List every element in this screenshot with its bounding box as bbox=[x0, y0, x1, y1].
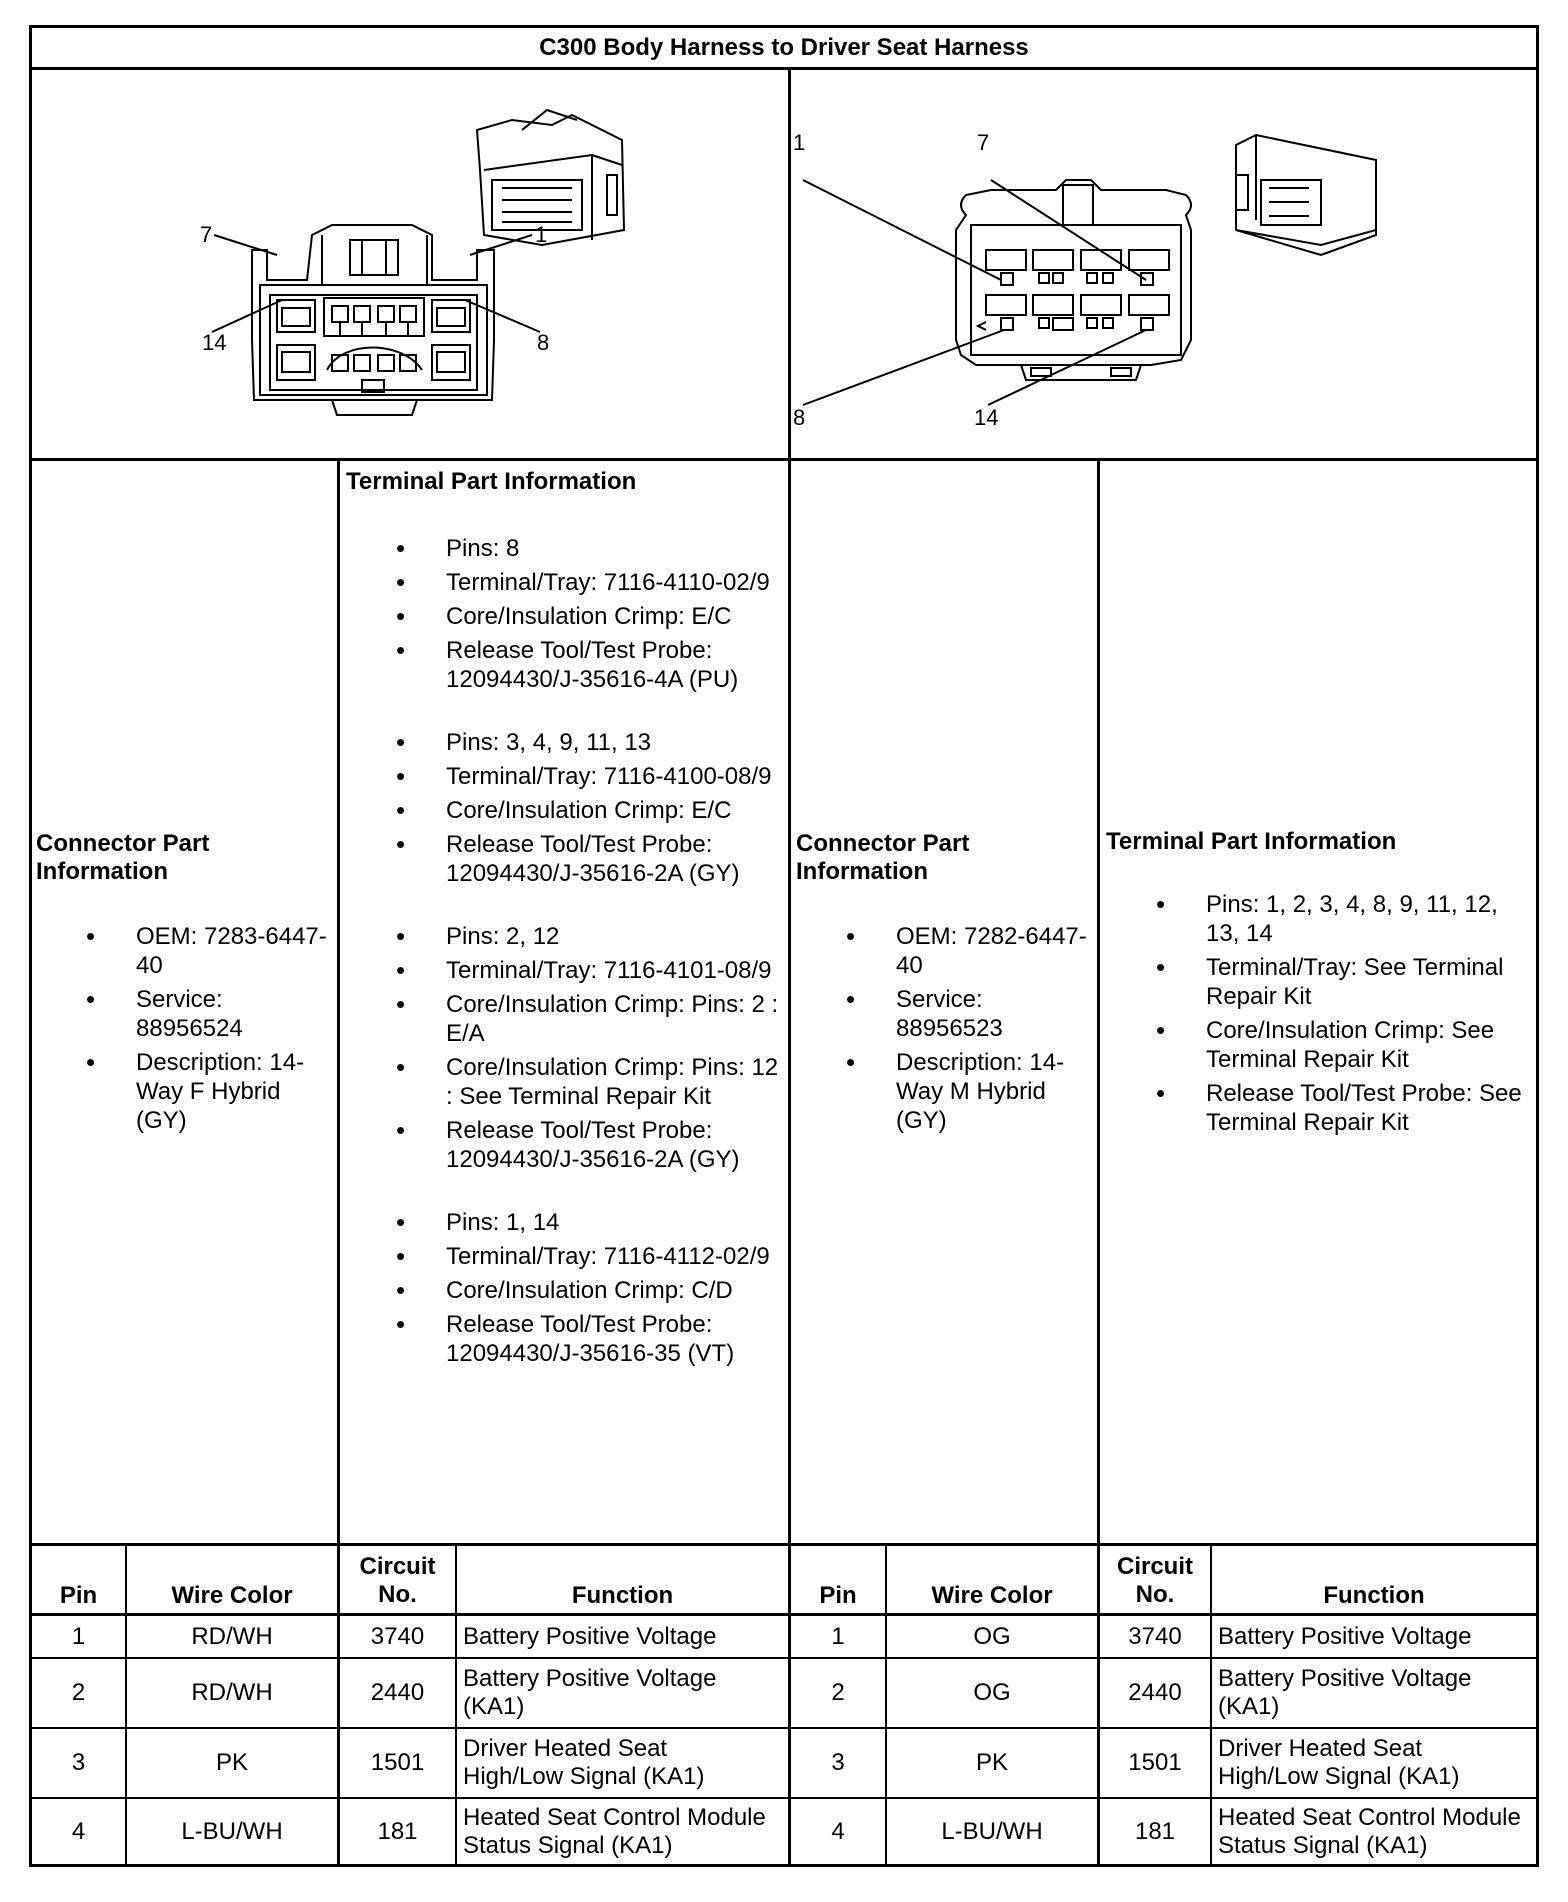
list-item: • Core/Insulation Crimp: E/C bbox=[346, 602, 784, 631]
right-connector-info-list bbox=[796, 922, 1091, 1135]
left-terminal-info-heading: Terminal Part Information bbox=[346, 468, 637, 495]
list-item: • Release Tool/Test Probe: 12094430/J-35616-4A (PU) bbox=[346, 636, 784, 694]
list-item: • Core/Insulation Crimp: C/D bbox=[346, 1276, 784, 1305]
list-item: • Description: 14-Way M Hybrid (GY) bbox=[796, 1048, 1091, 1135]
table-cell-circuit: 181 bbox=[377, 1818, 418, 1845]
list-item: • Core/Insulation Crimp: E/C bbox=[346, 796, 784, 825]
list-item: • OEM: 7282-6447-40 bbox=[796, 922, 1091, 980]
list-item: • Terminal/Tray: See Terminal Repair Kit bbox=[1106, 953, 1534, 1011]
terminal-group bbox=[346, 922, 784, 1174]
table-cell-wire-color: RD/WH bbox=[191, 1622, 273, 1650]
pin-label: 7 bbox=[977, 130, 990, 155]
right-connector-diagram bbox=[791, 70, 1536, 458]
list-item: • Pins: 3, 4, 9, 11, 13 bbox=[346, 728, 784, 757]
pin-label: 1 bbox=[793, 130, 806, 155]
table-cell-circuit: 181 bbox=[1134, 1818, 1176, 1845]
list-item: • Pins: 1, 2, 3, 4, 8, 9, 11, 12, 13, 14 bbox=[1106, 890, 1534, 948]
list-item: • Release Tool/Test Probe: See Terminal Repair Kit bbox=[1106, 1079, 1534, 1137]
left-connector-diagram bbox=[32, 70, 788, 458]
list-item: • Terminal/Tray: 7116-4101-08/9 bbox=[346, 956, 784, 985]
left-connector-info-heading: Connector Part Information bbox=[36, 830, 210, 885]
table-cell-wire-color: PK bbox=[975, 1749, 1008, 1776]
right-connector-info-heading: Connector Part Information bbox=[796, 830, 970, 885]
table-header-function: Function bbox=[571, 1582, 674, 1609]
terminal-group bbox=[346, 728, 784, 888]
table-header-wire-color: Wire Color bbox=[171, 1582, 293, 1609]
page-title: C300 Body Harness to Driver Seat Harness bbox=[539, 34, 1029, 61]
table-cell-pin: 2 bbox=[831, 1679, 845, 1706]
list-item: • Description: 14-Way F Hybrid (GY) bbox=[36, 1048, 331, 1135]
table-cell-pin: 4 bbox=[71, 1818, 86, 1845]
right-connector-info bbox=[796, 830, 1091, 1140]
list-item: • OEM: 7283-6447-40 bbox=[36, 922, 331, 980]
list-item: • Core/Insulation Crimp: Pins: 2 : E/A bbox=[346, 990, 784, 1048]
table-header-pin: Pin bbox=[819, 1582, 857, 1609]
table-cell-function: Driver Heated Seat High/Low Signal (KA1) bbox=[463, 1735, 705, 1790]
list-item: • Core/Insulation Crimp: See Terminal Repair Kit bbox=[1106, 1016, 1534, 1074]
table-header-circuit-no: Circuit No. bbox=[359, 1553, 436, 1608]
right-terminal-info bbox=[1106, 828, 1534, 1142]
table-cell-wire-color: OG bbox=[973, 1622, 1011, 1650]
table-cell-circuit: 2440 bbox=[1128, 1679, 1182, 1706]
table-cell-circuit: 3740 bbox=[1128, 1622, 1182, 1650]
list-item: • Release Tool/Test Probe: 12094430/J-35616-2A (GY) bbox=[346, 1116, 784, 1174]
table-cell-function: Heated Seat Control Module Status Signal (KA1) bbox=[463, 1804, 766, 1859]
table-cell-wire-color: L-BU/WH bbox=[181, 1818, 283, 1845]
divider bbox=[29, 458, 1539, 461]
table-cell-pin: 1 bbox=[831, 1622, 845, 1650]
divider bbox=[29, 1543, 1539, 1546]
list-item: • Pins: 2, 12 bbox=[346, 922, 784, 951]
table-cell-pin: 4 bbox=[831, 1818, 845, 1845]
table-cell-pin: 2 bbox=[71, 1679, 86, 1706]
table-cell-function: Battery Positive Voltage bbox=[1218, 1622, 1472, 1650]
terminal-group bbox=[346, 1208, 784, 1368]
table-header-pin: Pin bbox=[59, 1582, 98, 1609]
pin-label: 8 bbox=[537, 330, 550, 355]
list-item: • Pins: 8 bbox=[346, 534, 784, 563]
list-item: • Terminal/Tray: 7116-4112-02/9 bbox=[346, 1242, 784, 1271]
table-cell-wire-color: PK bbox=[215, 1749, 248, 1776]
right-terminal-info-heading: Terminal Part Information bbox=[1106, 828, 1397, 855]
table-cell-function: Battery Positive Voltage (KA1) bbox=[463, 1665, 717, 1720]
table-cell-function: Heated Seat Control Module Status Signal (KA1) bbox=[1218, 1804, 1521, 1859]
table-cell-circuit: 2440 bbox=[370, 1679, 425, 1706]
list-item: • Service: 88956524 bbox=[36, 985, 331, 1043]
table-cell-circuit: 1501 bbox=[1128, 1749, 1182, 1776]
divider bbox=[337, 458, 340, 1613]
table-cell-pin: 1 bbox=[71, 1622, 86, 1650]
divider bbox=[1097, 458, 1100, 1613]
list-item: • Release Tool/Test Probe: 12094430/J-35616-2A (GY) bbox=[346, 830, 784, 888]
table-cell-wire-color: OG bbox=[973, 1679, 1011, 1706]
list-item: • Core/Insulation Crimp: Pins: 12 : See Terminal Repair Kit bbox=[346, 1053, 784, 1111]
list-item: • Service: 88956523 bbox=[796, 985, 1091, 1043]
left-terminal-info bbox=[346, 468, 784, 1402]
table-cell-pin: 3 bbox=[831, 1749, 845, 1776]
table-cell-function: Battery Positive Voltage (KA1) bbox=[1218, 1665, 1472, 1720]
table-cell-wire-color: RD/WH bbox=[191, 1679, 273, 1706]
pin-label: 14 bbox=[974, 405, 999, 430]
list-item: • Release Tool/Test Probe: 12094430/J-35616-35 (VT) bbox=[346, 1310, 784, 1368]
table-cell-function: Driver Heated Seat High/Low Signal (KA1) bbox=[1218, 1735, 1460, 1790]
table-cell-circuit: 3740 bbox=[370, 1622, 425, 1650]
pin-label: 7 bbox=[200, 222, 213, 247]
list-item: • Terminal/Tray: 7116-4110-02/9 bbox=[346, 568, 784, 597]
table-cell-wire-color: L-BU/WH bbox=[941, 1818, 1043, 1845]
right-terminal-info-list bbox=[1106, 890, 1534, 1137]
table-header-circuit-no: Circuit No. bbox=[1116, 1553, 1193, 1608]
pin-label: 1 bbox=[535, 222, 548, 247]
pin-label: 8 bbox=[793, 405, 806, 430]
left-connector-info bbox=[36, 830, 331, 1140]
table-cell-function: Battery Positive Voltage bbox=[463, 1622, 717, 1650]
table-header-wire-color: Wire Color bbox=[931, 1582, 1053, 1609]
table-cell-circuit: 1501 bbox=[370, 1749, 425, 1776]
table-cell-pin: 3 bbox=[71, 1749, 86, 1776]
list-item: • Pins: 1, 14 bbox=[346, 1208, 784, 1237]
table-header-function: Function bbox=[1323, 1582, 1425, 1609]
terminal-group bbox=[346, 534, 784, 694]
left-connector-info-list bbox=[36, 922, 331, 1135]
pin-label: 14 bbox=[202, 330, 227, 355]
list-item: • Terminal/Tray: 7116-4100-08/9 bbox=[346, 762, 784, 791]
